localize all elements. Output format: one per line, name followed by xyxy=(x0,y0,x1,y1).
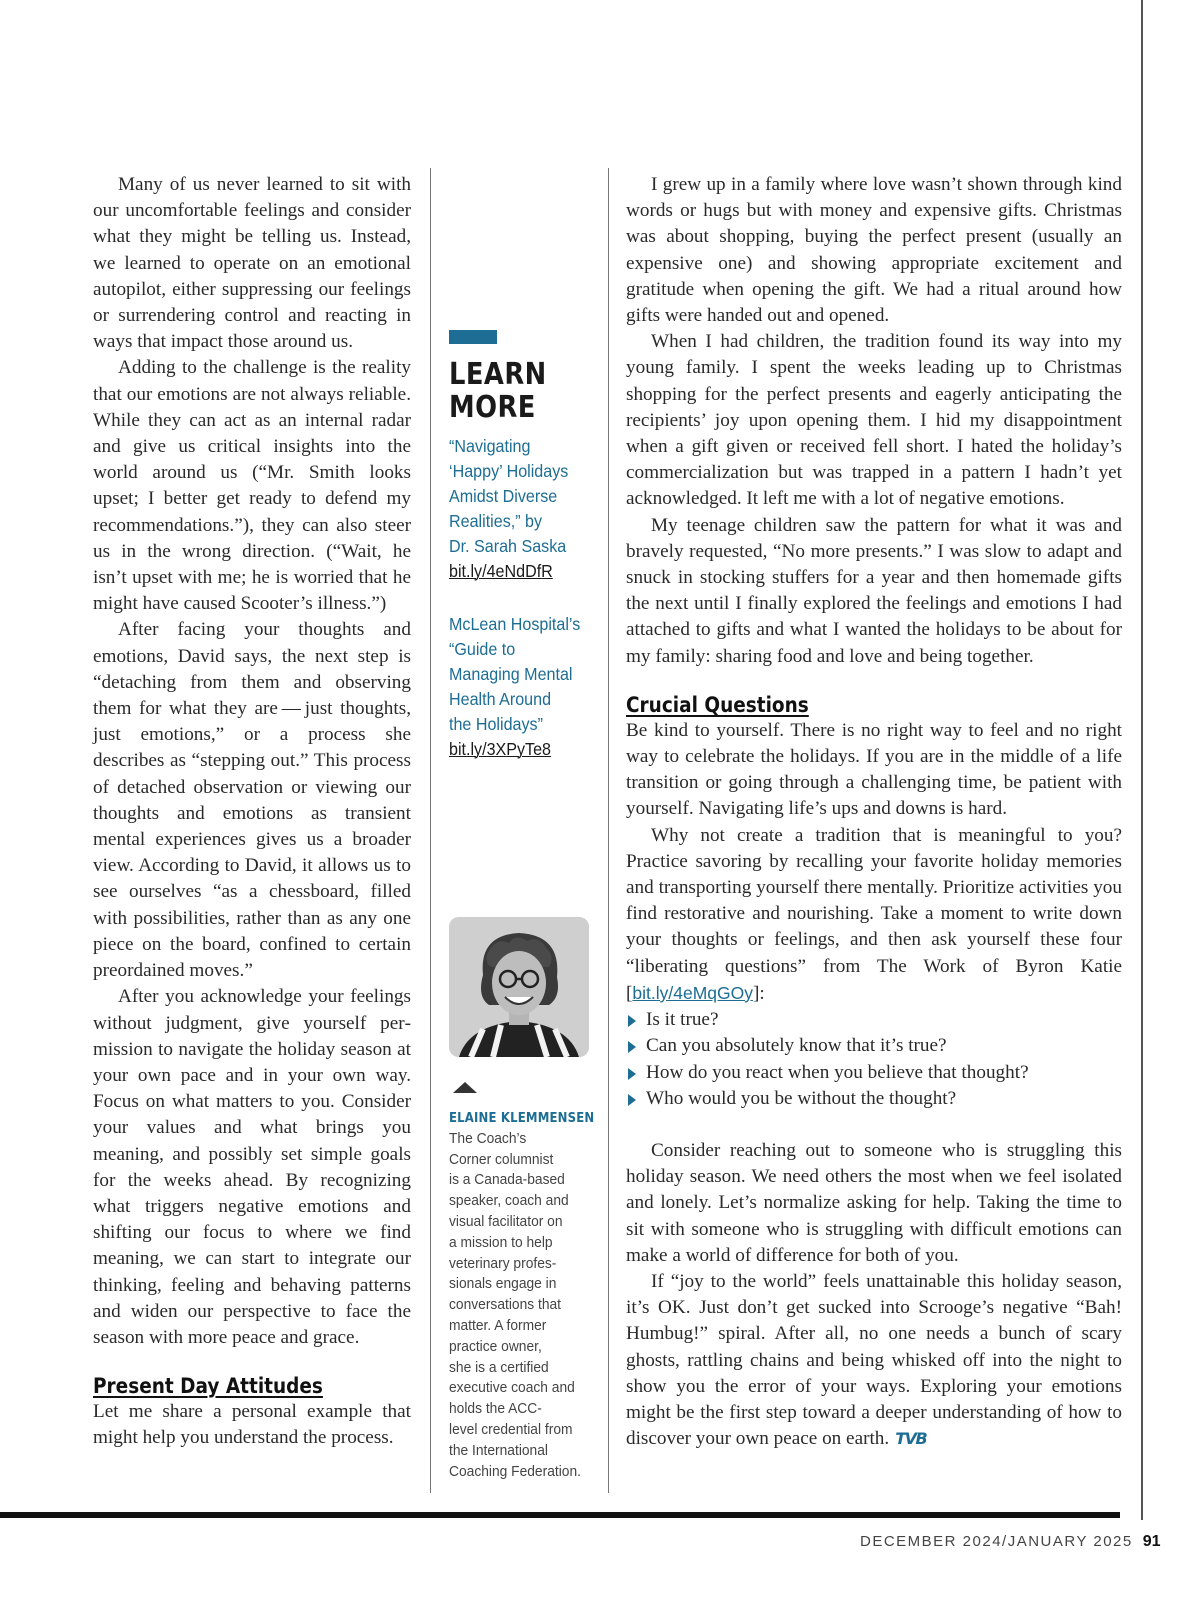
section-spacer xyxy=(93,1351,411,1373)
body-paragraph: I grew up in a family where love wasn’t shown through kind words or hugs but with money and expensive gifts. Christmas was about shopping, buying the perfect present (usually an expensive one) and showing appropriate excitement and gratitude when opening the gift. We had a ritual around how gifts were handed out and opened. xyxy=(626,174,1122,327)
questions-list xyxy=(626,1007,1122,1112)
bio-line: is a Canada-based xyxy=(449,1171,565,1189)
resource-item xyxy=(449,434,597,584)
author-portrait-icon xyxy=(449,917,589,1057)
resource-title-line: “Guide to xyxy=(449,639,516,659)
resource-title-line: ‘Happy’ Holidays xyxy=(449,461,569,481)
body-paragraph xyxy=(626,1269,1122,1452)
resource-title-line: Dr. Sarah Saska xyxy=(449,536,567,556)
question-text: How do you react when you believe that thought? xyxy=(646,1061,1029,1083)
bio-line: she is a certified xyxy=(449,1358,549,1376)
bio-line: the International xyxy=(449,1441,548,1459)
bullet-triangle-icon xyxy=(628,1094,636,1106)
bio-line: veterinary profes- xyxy=(449,1254,557,1272)
resource-link[interactable]: bit.ly/3XPyTe8 xyxy=(449,739,552,759)
resource-item xyxy=(449,612,597,762)
bio-line: visual facilitator on xyxy=(449,1212,563,1230)
bio-line: practice owner, xyxy=(449,1337,542,1355)
bio-line: matter. A former xyxy=(449,1316,547,1334)
bio-line: executive coach and xyxy=(449,1379,575,1397)
footer-rule xyxy=(0,1512,1120,1518)
bio-line: The Coach’s xyxy=(449,1129,527,1147)
bio-line: Coaching Federation. xyxy=(449,1462,581,1480)
bullet-triangle-icon xyxy=(628,1068,636,1080)
list-item xyxy=(626,1086,1122,1112)
list-item xyxy=(626,1060,1122,1086)
question-text: Who would you be without the thought? xyxy=(646,1087,957,1109)
body-paragraph: Adding to the challenge is the reality that our emotions are not always reliable. While they can act as an internal radar and give us critical insights into the world around us (“Mr. Smith looks upset; I better get ready to defend my recommendations.”), they can also steer us in the wrong direction. (“Wait, he isn’t upset with me; he is worried that he might have caused Scooter’s illness.”) xyxy=(93,357,411,615)
issue-date: DECEMBER 2024/JANUARY 2025 xyxy=(860,1533,1133,1550)
bio-line: a mission to help xyxy=(449,1233,553,1251)
bullet-triangle-icon xyxy=(628,1015,636,1027)
resource-title-line: the Holidays” xyxy=(449,714,543,734)
bracket-open: [ xyxy=(626,982,633,1004)
section-spacer xyxy=(626,1112,1122,1138)
body-paragraph: After you acknowledge your feelings without judgment, give yourself permission to navigate the holiday season at your own pace and in your own way. Focus on what matters to you. Consider your values and what brings you meaning, and possibly set simple goals for the weeks ahead. By recognizing what triggers negative emotions and shifting our focus to where we find meaning, we can start to integrate our thinking, feeling and behaving patterns and widen our perspective to face the season with more peace and grace. xyxy=(93,986,411,1348)
resource-title-line: Managing Mental xyxy=(449,664,573,684)
body-paragraph xyxy=(626,823,1122,1007)
page-footer xyxy=(860,1533,1161,1551)
learn-more-sidebar xyxy=(449,330,597,762)
accent-bar xyxy=(449,330,497,344)
author-name: ELAINE KLEMMENSEN xyxy=(449,1110,595,1126)
tvb-end-logo: TVB xyxy=(895,1429,927,1449)
body-paragraph: After facing your thoughts and emotions, David says, the next step is “detaching from them and observing them for what they are — just thoughts, just emotions,” or a process she describes as “stepping out.” This process of detached observation or viewing our thoughts and emotions as transient mental experiences gives us a broader view. According to David, it allows us to see ourselves “as a chessboard, filled with possibilities, rather than as any one piece on the board, confined to certain preordained moves.” xyxy=(93,619,411,982)
author-bio xyxy=(449,1108,609,1482)
bio-line: sionals engage in xyxy=(449,1275,557,1293)
section-spacer xyxy=(626,670,1122,692)
bio-line: speaker, coach and xyxy=(449,1192,569,1210)
resource-link[interactable]: bit.ly/4eNdDfR xyxy=(449,561,553,581)
page-number: 91 xyxy=(1142,1533,1161,1550)
body-text-run: If “joy to the world” feels unattainable this holiday season, it’s OK. Just don’t get sucked into Scrooge’s negative “Bah! Humbug!” spiral. After all, no one needs a bunch of scary ghosts, rattling chains and being whisked off into the night to show you the error of your ways. Exploring your emotions might be the first step toward a deeper understanding of how to discover your own peace on earth. xyxy=(626,1270,1122,1450)
sidebar-title-line: MORE xyxy=(449,390,536,425)
body-paragraph: My teenage children saw the pattern for what it was and bravely requested, “No more presents.” I was slow to adapt and snuck in stocking stuffers for a year and then homemade gifts the next until I finally explored the feelings and emotions I had attached to gifts and what I wanted the holidays to be about for my family: sharing food and love and being together. xyxy=(626,514,1122,667)
left-column xyxy=(93,172,411,1452)
resource-title-line: McLean Hospital’s xyxy=(449,614,581,634)
section-heading-crucial-questions: Crucial Questions xyxy=(626,692,809,717)
bracket-close: ]: xyxy=(753,982,765,1004)
question-text: Is it true? xyxy=(646,1009,719,1031)
sidebar-title-line: LEARN xyxy=(449,357,547,392)
body-text-run: Why not create a tradition that is meaningful to you? Practice savoring by recalling your favorite holiday memories and transporting yourself there mentally. Prioritize activities you find restorative and nourishing. Take a moment to write down your thoughts or feelings, and then ask yourself these four “liberating questions” from The Work of Byron Katie xyxy=(626,824,1122,977)
bio-line: level credential from xyxy=(449,1420,573,1438)
author-photo xyxy=(449,917,589,1057)
resource-title-line: Realities,” by xyxy=(449,511,543,531)
caption-pointer-icon xyxy=(453,1082,477,1093)
right-column xyxy=(626,172,1122,1452)
question-text: Can you absolutely know that it’s true? xyxy=(646,1035,947,1057)
section-heading-present-day-attitudes: Present Day Attitudes xyxy=(93,1374,323,1399)
resource-title-line: Health Around xyxy=(449,689,552,709)
list-item xyxy=(626,1007,1122,1033)
body-paragraph: Let me share a personal example that might help you understand the process. xyxy=(93,1401,411,1449)
bio-line: Corner columnist xyxy=(449,1150,554,1168)
body-paragraph: Consider reaching out to someone who is struggling this holiday season. We need others the most when we feel isolated and lonely. Let’s normalize asking for help. Taking the time to sit with someone who is struggling with difficult emotions can make a world of difference for both of you. xyxy=(626,1139,1122,1266)
byron-katie-link[interactable]: bit.ly/4eMqGOy xyxy=(632,982,753,1003)
bullet-triangle-icon xyxy=(628,1041,636,1053)
body-paragraph: When I had children, the tradition found its way into my young family. I spent the weeks leading up to Christmas shopping for the perfect presents and eagerly anticipating the recipients’ joy upon opening them. I hid my disappointment when a gift given or received fell short. I hated the holiday’s commercialization but was trapped in a pattern I hadn’t yet acknowledged. It left me with a lot of negative emotions. xyxy=(626,331,1122,510)
resource-title-line: “Navigating xyxy=(449,436,531,456)
page-edge-rule xyxy=(1141,0,1143,1520)
bio-line: conversations that xyxy=(449,1296,562,1314)
resource-title-line: Amidst Diverse xyxy=(449,486,558,506)
body-paragraph: Be kind to yourself. There is no right way to feel and no right way to celebrate the holidays. If you are in the middle of a life transition or going through a challenging time, be patient with yourself. Navigating life’s ups and downs is hard. xyxy=(626,719,1122,820)
column-divider xyxy=(430,168,431,1493)
list-item xyxy=(626,1033,1122,1059)
body-paragraph: Many of us never learned to sit with our uncomfortable feelings and consider what they might be telling us. Instead, we learned to operate on an emotional autopilot, either suppressing our feelings or surrendering control and reacting in ways that impact those around us. xyxy=(93,174,411,353)
bio-line: holds the ACC- xyxy=(449,1400,542,1418)
sidebar-title xyxy=(449,358,576,424)
